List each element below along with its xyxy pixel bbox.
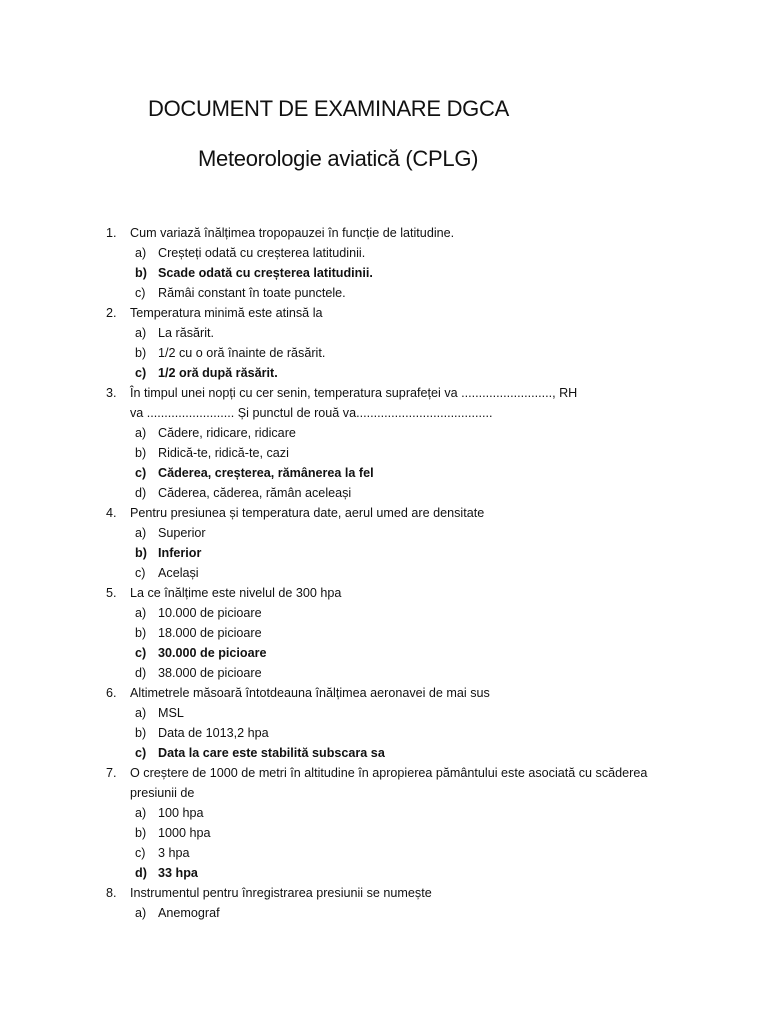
question-list xyxy=(0,223,768,923)
option-letter: b) xyxy=(135,826,147,840)
option-text: Creșteți odată cu creșterea latitudinii. xyxy=(158,246,366,260)
option-text: Superior xyxy=(158,526,206,540)
option-text: La răsărit. xyxy=(158,326,214,340)
option-text: Anemograf xyxy=(158,906,220,920)
question-number: 8. xyxy=(106,886,117,900)
answer-option-correct xyxy=(0,363,768,383)
answer-option xyxy=(0,423,768,443)
question-number: 7. xyxy=(106,766,117,780)
answer-option xyxy=(0,603,768,623)
option-letter: d) xyxy=(135,866,147,880)
option-text: 30.000 de picioare xyxy=(158,646,267,660)
question-line xyxy=(0,223,768,243)
question-line xyxy=(0,583,768,603)
answer-option-correct xyxy=(0,743,768,763)
answer-option xyxy=(0,443,768,463)
option-letter: b) xyxy=(135,346,147,360)
option-letter: c) xyxy=(135,566,146,580)
option-text: 18.000 de picioare xyxy=(158,626,262,640)
question-text: presiunii de xyxy=(130,786,195,800)
question-line xyxy=(0,403,768,423)
question-number: 1. xyxy=(106,226,117,240)
option-text: Inferior xyxy=(158,546,202,560)
option-text: Data de 1013,2 hpa xyxy=(158,726,269,740)
answer-option xyxy=(0,823,768,843)
question-text: Instrumentul pentru înregistrarea presiunii se numește xyxy=(130,886,432,900)
option-text: Același xyxy=(158,566,199,580)
answer-option xyxy=(0,243,768,263)
question-number: 6. xyxy=(106,686,117,700)
option-text: 1/2 oră după răsărit. xyxy=(158,366,278,380)
question-line xyxy=(0,383,768,403)
option-letter: c) xyxy=(135,846,146,860)
option-letter: a) xyxy=(135,326,147,340)
option-letter: a) xyxy=(135,526,147,540)
option-letter: b) xyxy=(135,626,147,640)
answer-option xyxy=(0,323,768,343)
document-subtitle: Meteorologie aviatică (CPLG) xyxy=(198,146,479,171)
option-text: 3 hpa xyxy=(158,846,190,860)
option-letter: a) xyxy=(135,806,147,820)
answer-option xyxy=(0,663,768,683)
question-line xyxy=(0,683,768,703)
question-text: Cum variază înălțimea tropopauzei în funcție de latitudine. xyxy=(130,226,455,240)
option-text: Cădere, ridicare, ridicare xyxy=(158,426,296,440)
option-letter: d) xyxy=(135,486,147,500)
option-text: Rămâi constant în toate punctele. xyxy=(158,286,346,300)
question-number: 2. xyxy=(106,306,117,320)
option-text: 1/2 cu o oră înainte de răsărit. xyxy=(158,346,326,360)
option-letter: c) xyxy=(135,366,147,380)
answer-option xyxy=(0,483,768,503)
answer-option xyxy=(0,723,768,743)
question-text: Temperatura minimă este atinsă la xyxy=(130,306,323,320)
option-letter: c) xyxy=(135,466,147,480)
option-letter: d) xyxy=(135,666,147,680)
option-text: Ridică-te, ridică-te, cazi xyxy=(158,446,289,460)
option-letter: c) xyxy=(135,646,147,660)
option-text: 1000 hpa xyxy=(158,826,211,840)
answer-option xyxy=(0,903,768,923)
answer-option xyxy=(0,563,768,583)
answer-option xyxy=(0,843,768,863)
question-text: Pentru presiunea și temperatura date, aerul umed are densitate xyxy=(130,506,485,520)
question-number: 5. xyxy=(106,586,117,600)
option-letter: c) xyxy=(135,286,146,300)
answer-option-correct xyxy=(0,463,768,483)
option-text: MSL xyxy=(158,706,184,720)
question-line xyxy=(0,303,768,323)
option-letter: b) xyxy=(135,266,147,280)
question-text: La ce înălțime este nivelul de 300 hpa xyxy=(130,586,342,600)
option-letter: b) xyxy=(135,446,147,460)
option-text: 10.000 de picioare xyxy=(158,606,262,620)
answer-option xyxy=(0,623,768,643)
option-letter: a) xyxy=(135,706,147,720)
option-letter: a) xyxy=(135,246,147,260)
answer-option xyxy=(0,283,768,303)
question-number: 3. xyxy=(106,386,117,400)
question-line xyxy=(0,783,768,803)
question-line xyxy=(0,763,768,783)
option-text: 38.000 de picioare xyxy=(158,666,262,680)
question-line xyxy=(0,883,768,903)
option-text: Data la care este stabilită subscara sa xyxy=(158,746,385,760)
option-letter: a) xyxy=(135,426,147,440)
question-text: În timpul unei nopți cu cer senin, temperatura suprafeței va .........................., RH xyxy=(130,386,578,400)
option-text: Căderea, creșterea, rămânerea la fel xyxy=(158,466,374,480)
answer-option xyxy=(0,703,768,723)
option-text: 100 hpa xyxy=(158,806,204,820)
option-text: Scade odată cu creșterea latitudinii. xyxy=(158,266,373,280)
answer-option xyxy=(0,343,768,363)
option-letter: a) xyxy=(135,606,147,620)
question-line xyxy=(0,503,768,523)
option-letter: b) xyxy=(135,546,147,560)
question-text: va ......................... Și punctul de rouă va....................................... xyxy=(130,406,493,420)
option-text: Căderea, căderea, rămân aceleași xyxy=(158,486,352,500)
answer-option xyxy=(0,803,768,823)
option-text: 33 hpa xyxy=(158,866,198,880)
option-letter: a) xyxy=(135,906,147,920)
document-title: DOCUMENT DE EXAMINARE DGCA xyxy=(148,96,509,121)
answer-option xyxy=(0,523,768,543)
answer-option-correct xyxy=(0,863,768,883)
question-text: Altimetrele măsoară întotdeauna înălțimea aeronavei de mai sus xyxy=(130,686,490,700)
answer-option-correct xyxy=(0,643,768,663)
answer-option-correct xyxy=(0,543,768,563)
answer-option-correct xyxy=(0,263,768,283)
question-number: 4. xyxy=(106,506,117,520)
option-letter: b) xyxy=(135,726,147,740)
question-text: O creștere de 1000 de metri în altitudine în apropierea pământului este asociată cu scăderea xyxy=(130,766,648,780)
option-letter: c) xyxy=(135,746,147,760)
